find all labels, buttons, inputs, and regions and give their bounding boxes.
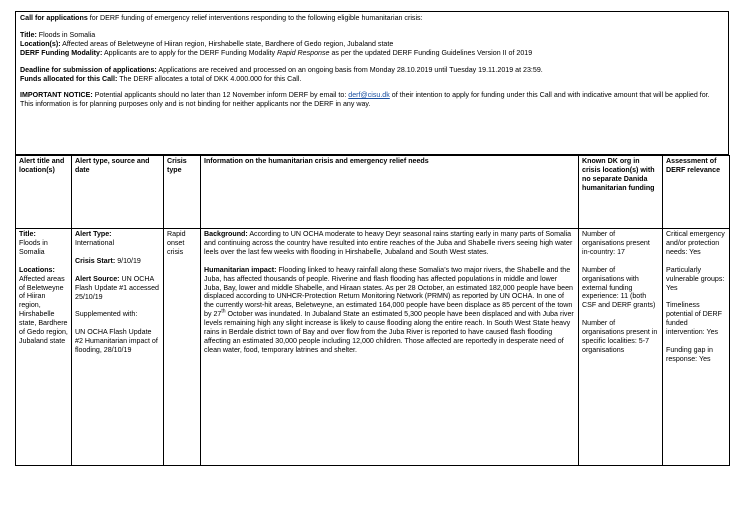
call-location-label: Location(s):: [20, 39, 61, 48]
header-crisis-type: Crisis type: [164, 156, 201, 229]
background-paragraph: [204, 230, 575, 257]
cell-alert-title: [16, 229, 72, 466]
supplement-source: UN OCHA Flash Update #2 Humanitarian impact of flooding, 28/10/19: [75, 328, 158, 355]
title-label: Title:: [19, 230, 36, 238]
call-modality-text: Applicants are to apply for the DERF Funding Modality: [102, 48, 278, 57]
alert-source-value: UN OCHA Flash Update #1 accessed 25/10/19: [75, 274, 159, 301]
crisis-start: [75, 257, 160, 266]
impact-label: Humanitarian impact:: [204, 265, 277, 274]
alert-source-label: Alert Source:: [75, 274, 120, 283]
call-location-value: Affected areas of Beletweyne of Hiiran region, Hirshabelle state, Bardhere of Gedo region, Jubaland state: [60, 39, 394, 48]
call-modality-italic: Rapid Response: [277, 48, 330, 57]
orgs-present-country: Number of organisations present in-country: 17: [582, 230, 650, 256]
assessment-critical: Critical emergency and/or protection needs: Yes: [666, 230, 725, 256]
table-row: [16, 229, 730, 466]
call-deadline-value: Applications are received and processed on an ongoing basis from Monday 28.10.2019 until Tuesday 19.11.2019 at 23:59.: [156, 65, 543, 74]
cell-information: [201, 229, 579, 466]
impact-text-continued: October was inundated. In Jubaland State an estimated 5,300 people have been displaced and with Juba river levels remaining high any slight increase is likely to cause flooding along the entire reach. In South West State heavy rains in Berdale district town of Bay and over flow from the Juba River is reported to have caused flash flooding affecting an estimated 30,000 people including 12,000 children. Those affected are reportedly in desperate need of clean water, food, temporary latrines and shelter.: [204, 310, 574, 354]
call-funds-label: Funds allocated for this Call:: [20, 74, 118, 83]
call-title-value: Floods in Somalia: [36, 30, 96, 39]
call-notice-label: IMPORTANT NOTICE:: [20, 91, 93, 100]
call-funds: [20, 75, 724, 84]
assessment-timeliness: Timeliness potential of DERF funded intervention: Yes: [666, 301, 722, 337]
call-modality-label: DERF Funding Modality:: [20, 48, 103, 57]
orgs-present-localities: Number of organisations present in specific localities: 5-7 organisations: [582, 319, 658, 354]
call-notice-post: of their intention to apply for funding under this Call and with indicative amount that will be applied for. This information is for planning purposes only and is not binding for neither applicants nor the DERF in any way.: [20, 91, 710, 109]
call-notice: [20, 91, 724, 109]
locations-label: Locations:: [19, 265, 55, 274]
alert-type-label: Alert Type:: [75, 230, 112, 238]
call-deadline-label: Deadline for submission of applications:: [20, 65, 157, 74]
impact-text: Flooding linked to heavy rainfall along these Somalia’s two major rivers, the Shabelle and the Juba, has affected thousands of people. Riverine and flash flooding has affected populations in middle and lower Juba, Bay, lower and middle Shabelle, and Hiraan states. As per 28 October, an estimated 182,000 people have been displaced according to UNHCR-Protection Return Monitoring Network (PRMN) as reported by UN OCHA. In one of the currently worst-hit areas, Beletweyne, an estimated 164,000 people have been displace as 85 percent of the town by 27: [204, 265, 573, 319]
cell-alert-type: [72, 229, 164, 466]
crisis-table: [15, 155, 730, 466]
call-deadline: [20, 66, 724, 75]
crisis-start-value: 9/10/19: [115, 256, 141, 265]
locations-value: Affected areas of Beletweyne of Hiiran region, Hirshabelle state, Bardhere of Gedo region, Jubaland state: [19, 274, 68, 345]
title-value: Floods in Somalia: [19, 238, 48, 256]
header-alert-type: Alert type, source and date: [72, 156, 164, 229]
call-funds-value: The DERF allocates a total of DKK 4.000.000 for this Call.: [117, 74, 302, 83]
crisis-start-label: Crisis Start:: [75, 256, 116, 265]
call-modality: [20, 49, 724, 58]
orgs-external-funding: Number of organisations with external funding experience: 11 (both CSF and DERF grants): [582, 265, 656, 310]
table-header-row: [16, 156, 730, 229]
header-information: Information on the humanitarian crisis and emergency relief needs: [201, 156, 579, 229]
call-info-box: [15, 11, 729, 155]
call-intro: [20, 14, 724, 23]
call-notice-text: Potential applicants should no later than 12 November inform DERF by email to:: [92, 91, 349, 100]
assessment-vulnerable: Particularly vulnerable groups: Yes: [666, 265, 725, 292]
background-label: Background:: [204, 230, 248, 238]
call-location: [20, 40, 724, 49]
call-title: [20, 31, 724, 40]
supplemented-label: Supplemented with:: [75, 310, 138, 319]
alert-type-value: International: [75, 238, 115, 247]
alert-source: [75, 275, 160, 302]
call-intro-label: Call for applications: [20, 14, 88, 22]
header-alert-title: Alert title and location(s): [16, 156, 72, 229]
call-intro-text: for DERF funding of emergency relief interventions responding to the following eligible humanitarian crisis:: [87, 14, 423, 22]
cell-assessment: [663, 229, 730, 466]
background-text: According to UN OCHA moderate to heavy Deyr seasonal rains starting early in many parts of Somalia and continuing across the country have resulted into entire reaches of the Juba and Shabelle rivers seeing high water leels over the last few weeks with flooding in Hirshabelle, Jubaland and South West states.: [204, 230, 573, 256]
assessment-funding-gap: Funding gap in response: Yes: [666, 346, 713, 363]
crisis-type-value: Rapid onset crisis: [167, 230, 186, 256]
header-assessment: Assessment of DERF relevance: [663, 156, 730, 229]
impact-paragraph: [204, 266, 575, 355]
header-known-dk-org: Known DK org in crisis location(s) with no separate Danida humanitarian funding: [579, 156, 663, 229]
cell-known-dk-org: [579, 229, 663, 466]
cell-crisis-type: [164, 229, 201, 466]
call-modality-post: as per the updated DERF Funding Guidelines Version II of 2019: [329, 48, 533, 57]
call-title-label: Title:: [20, 30, 37, 39]
email-link[interactable]: derf@cisu.dk: [348, 91, 390, 100]
impact-superscript: th: [221, 308, 226, 315]
